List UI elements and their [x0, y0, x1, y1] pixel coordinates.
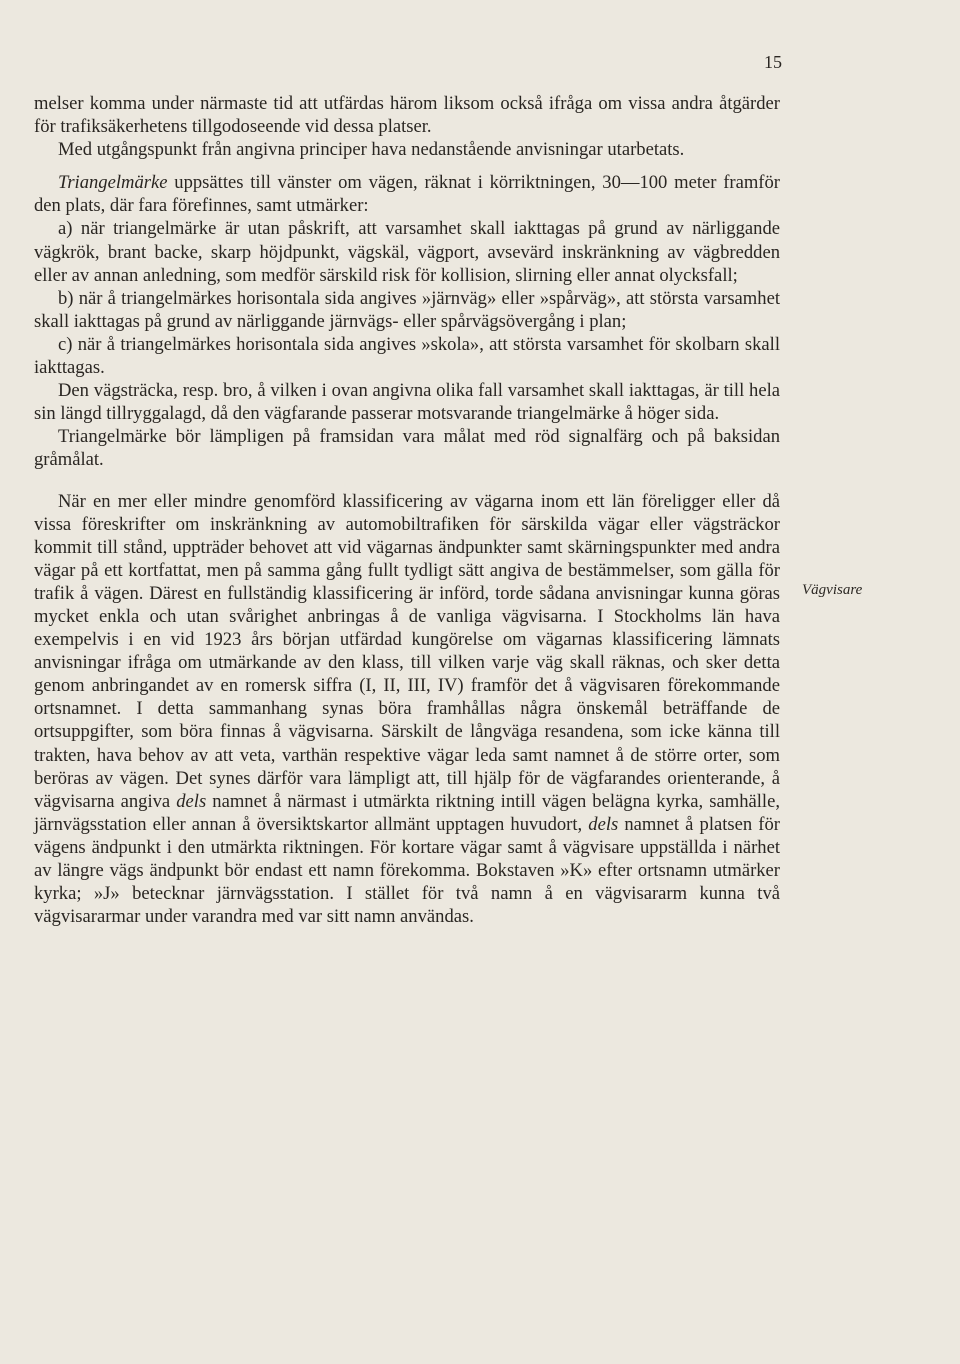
list-item-c: c) när å triangelmärkes horisontala sida angives »skola», att största varsamhet för skolbarn skall iakttagas.: [34, 333, 780, 379]
paragraph-signposts-middle: namnet å närmast i utmärkta riktning intill vägen belägna kyrka, samhälle, järnvägsstation eller annan å översiktskartor allmänt upptagen huvudort,: [34, 790, 780, 835]
paragraph-triangle-sign-text: uppsättes till vänster om vägen, räknat i körriktningen, 30—100 meter framför den plats, där fara förefinnes, samt utmärker:: [34, 172, 780, 217]
term-triangle-sign: Triangelmärke: [58, 172, 168, 194]
paragraph-triangle-sign: [34, 171, 780, 217]
body-text: [34, 92, 780, 928]
list-item-a: a) när triangelmärke är utan påskrift, att varsamhet skall iakttagas på grund av närliggande vägkrök, brant backe, skarp höjdpunkt, vägskäl, vägport, avsevärd inskränkning av vägbredden eller av annan anledning, som medför särskild risk för kollision, slirning eller annat olycksfall;: [34, 218, 780, 286]
paragraph-signposts: [34, 490, 780, 929]
paragraph-signposts-start: När en mer eller mindre genomförd klassificering av vägarna inom ett län föreligger eller då vissa föreskrifter om inskränkning av automobiltrafiken för särskilda vägar eller vägsträckor kommit till stånd, uppträder behovet att vid vägarnas ändpunkter samt skärningspunkter med andra vägar på ett kortfattat, men på samma gång fullt tydligt sätt angiva de bestämmelser, som gälla för trafik å vägen. Därest en fullständig klassificering är införd, torde sådana anvisningar kunna göras mycket enkla och utan svårighet anbringas å de vanliga vägvisarna. I Stockholms län hava exempelvis i en vid 1923 års början utfärdad kungörelse om vägarnas klassificering lämnats anvisningar ifråga om utmärkande av den klass, till vilken varje väg skall räknas, och sker detta genom anbringandet av en romersk siffra (I, II, III, IV) framför det å vägvisaren förekommande ortsnamnet. I detta sammanhang synas böra framhållas några önskemål beträffande de ortsuppgifter, som böra finnas å vägvisarna. Särskilt de långväga resandena, som icke känna till trakten, hava behov av att veta, varthän respektive vägar leda samt namnet å de större orter, som beröras av vägen. Det synes därför vara lämpligt att, till hjälp för de vägfarandes orienterande, å vägvisarna angiva: [34, 490, 780, 812]
list-item-b: b) när å triangelmärkes horisontala sida angives »järnväg» eller »spårväg», att största varsamhet skall iakttagas på grund av närliggande järnvägs- eller spårvägsövergång i plan;: [34, 287, 780, 332]
term-dels-second: dels: [588, 813, 619, 835]
paragraph-road-section: Den vägsträcka, resp. bro, å vilken i ovan angivna olika fall varsamhet skall iakttagas, är till hela sin längd tillryggalagd, då den vägfarande passerar motsvarande triangelmärke å höger sida.: [34, 380, 780, 425]
margin-note-vagvisare: Vägvisare: [802, 582, 863, 598]
page-number: 15: [764, 52, 782, 72]
paragraph-continuation: melser komma under närmaste tid att utfärdas härom liksom också ifråga om vissa andra åtgärder för trafiksäkerhetens tillgodoseende vid dessa platser.: [34, 93, 780, 138]
term-dels-first: dels: [176, 790, 207, 812]
paragraph-sign-paint: Triangelmärke bör lämpligen på framsidan vara målat med röd signalfärg och på baksidan gråmålat.: [34, 426, 780, 471]
paragraph-guidelines-intro: Med utgångspunkt från angivna principer hava nedanstående anvisningar utarbetats.: [58, 139, 685, 161]
paragraph-signposts-end: namnet å platsen för vägens ändpunkt i den utmärkta riktningen. För kortare vägar samt å vägvisare uppställda i närhet av längre vägs ändpunkt bör endast ett namn förekomma. Bokstaven »K» efter ortsnamn utmärker kyrka; »J» betecknar järnvägsstation. I stället för två namn å en vägvisararm kunna två vägvisararmar under varandra med var sitt namn användas.: [34, 813, 780, 928]
